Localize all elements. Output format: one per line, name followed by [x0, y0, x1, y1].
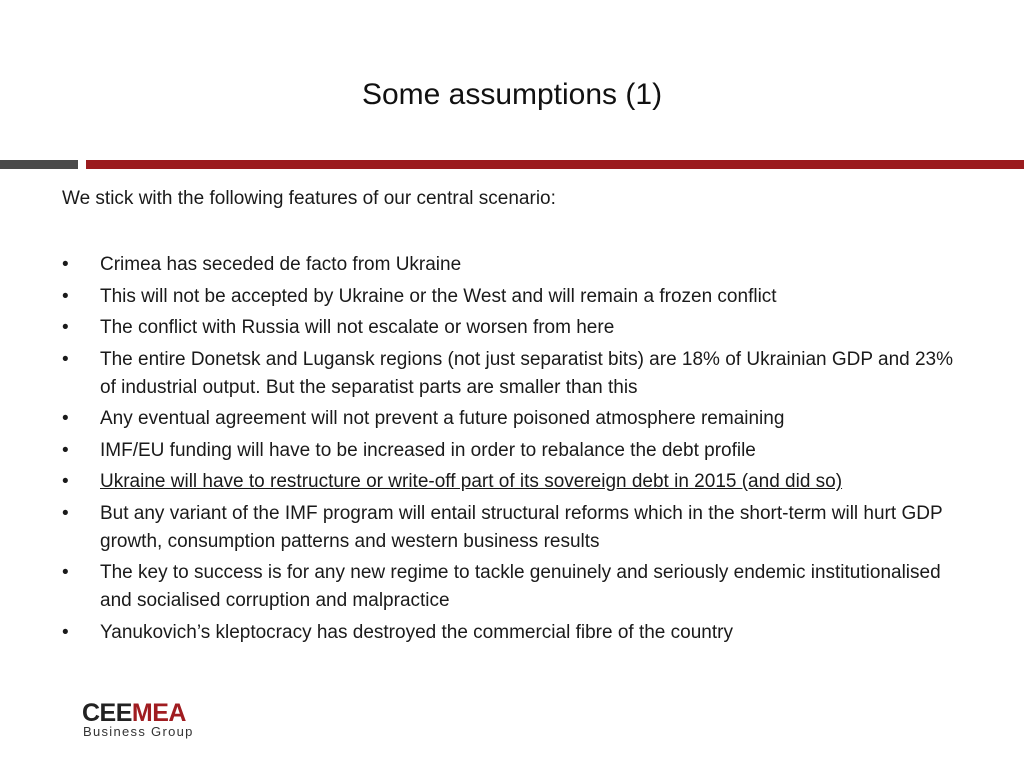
bullet-icon: •	[62, 348, 69, 370]
bullet-icon: •	[62, 317, 69, 338]
header-rule-gray	[0, 160, 78, 169]
bullet-text: This will not be accepted by Ukraine or the West and will remain a frozen conflict	[100, 285, 777, 307]
bullet-text: Crimea has seceded de facto from Ukraine	[100, 254, 462, 275]
bullet-icon: •	[62, 621, 69, 643]
list-item	[62, 619, 962, 647]
list-item	[62, 468, 962, 496]
bullet-text-underlined: Ukraine will have to restructure or write-off part of its sovereign debt in 2015 (and did so)	[100, 471, 843, 492]
bullet-icon: •	[62, 562, 69, 583]
list-item	[62, 500, 962, 556]
bullet-text: The conflict with Russia will not escalate or worsen from here	[100, 317, 615, 338]
header-rule-red	[86, 160, 1024, 169]
bullet-text: But any variant of the IMF program will entail structural reforms which in the short-term will hurt GDP growth, consumption patterns and western business results	[100, 502, 943, 552]
list-item	[62, 251, 962, 279]
bullet-icon: •	[62, 471, 69, 492]
bullet-text: The key to success is for any new regime to tackle genuinely and seriously endemic institutionalised and socialised corruption and malpractice	[100, 562, 941, 611]
bullet-icon: •	[62, 439, 69, 461]
bullet-text: The entire Donetsk and Lugansk regions (not just separatist bits) are 18% of Ukrainian GDP and 23% of industrial output. But the separatist parts are smaller than this	[100, 348, 954, 398]
logo-part-mea: MEA	[131, 699, 186, 727]
logo-part-cee: CEE	[82, 699, 132, 727]
list-item	[62, 346, 962, 402]
list-item	[62, 314, 962, 342]
bullet-text: Yanukovich’s kleptocracy has destroyed the commercial fibre of the country	[100, 621, 733, 643]
list-item	[62, 437, 962, 465]
logo-wordmark	[82, 700, 186, 726]
bullet-text: IMF/EU funding will have to be increased in order to rebalance the debt profile	[100, 439, 756, 461]
bullet-icon: •	[62, 408, 69, 429]
list-item	[62, 559, 962, 615]
company-logo	[82, 700, 232, 742]
list-item	[62, 405, 962, 433]
bullet-icon: •	[62, 502, 69, 524]
bullet-icon: •	[62, 285, 69, 307]
bullet-text: Any eventual agreement will not prevent a future poisoned atmosphere remaining	[100, 408, 785, 429]
list-item	[62, 283, 962, 311]
bullet-icon: •	[62, 254, 69, 275]
slide-title: Some assumptions (1)	[361, 78, 663, 111]
assumptions-list	[62, 251, 962, 650]
logo-subtitle: Business Group	[83, 724, 194, 739]
intro-text: We stick with the following features of our central scenario:	[62, 188, 556, 209]
